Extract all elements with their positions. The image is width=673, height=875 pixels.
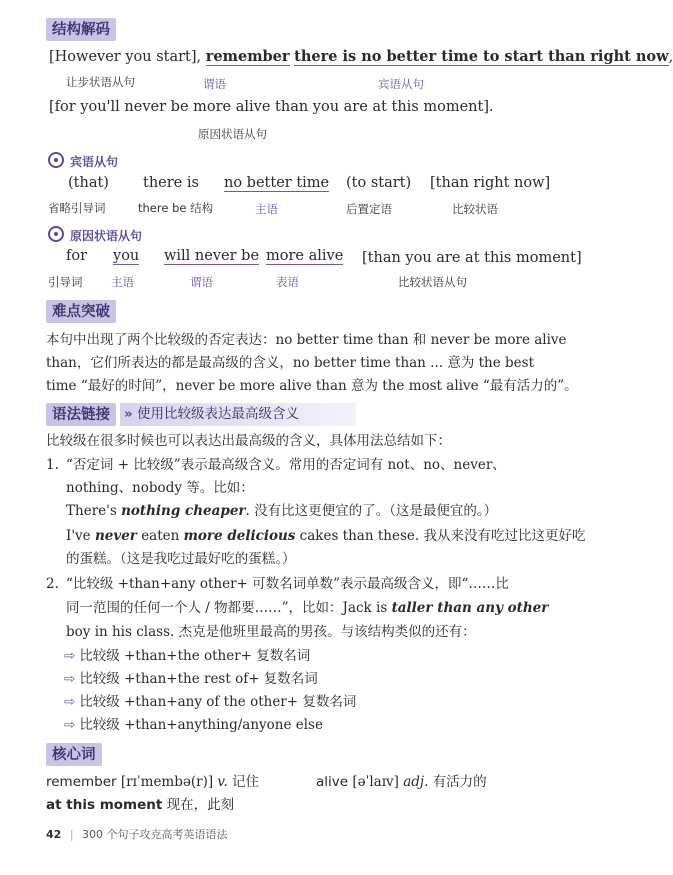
item2-line2-em: taller than any other (391, 600, 549, 616)
variant-4 (64, 714, 323, 737)
oc-label-4: 后置定语 (346, 202, 392, 216)
reason-clause-title: 原因状语从句 (70, 229, 143, 243)
variant-text: 比较级 +than+the other+ 复数名词 (79, 648, 311, 664)
variant-1 (64, 645, 310, 668)
vocab-entry-remember (46, 771, 259, 794)
variant-3 (64, 691, 356, 714)
vocab-word: at this moment (46, 797, 163, 813)
difficulty-line-1: 本句中出现了两个比较级的否定表达：no better time than 和 never be more alive (46, 332, 567, 348)
item2-line2-pre: 同一范围的任何一个人 / 物都要……”，比如：Jack is (66, 600, 392, 616)
vocab-ipa: [əˈlaɪv] (352, 774, 399, 790)
ex2-mid: eaten (136, 528, 184, 544)
variant-2 (64, 668, 318, 691)
ex2-em2: more delicious (183, 528, 296, 544)
oc-word-2: there is (143, 175, 199, 191)
ex2-pre: I've (66, 528, 95, 544)
rc-word-3: will never be (164, 248, 260, 264)
rc-word-2: you (113, 248, 140, 264)
section-title-grammar: 语法链接 (46, 403, 116, 426)
ex1-pre: There's (66, 503, 122, 519)
item1-example2 (66, 525, 585, 548)
subheading-reason-clause (48, 226, 142, 244)
item1-line1: “否定词 + 比较级”表示最高级含义。常用的否定词有 not、no、never、 (66, 457, 506, 473)
arrow-right-icon: ⇨ (64, 648, 76, 664)
comma: , (668, 49, 673, 65)
vocab-word: remember (46, 774, 117, 790)
ex1-post: . 没有比这更便宜的了。（这是最便宜的。） (245, 503, 498, 519)
vocab-pos: adj. (403, 774, 429, 790)
rc-label-5: 比较状语从句 (398, 275, 467, 289)
grammar-subtitle: 使用比较级表达最高级含义 (137, 406, 300, 422)
oc-word-5: [than right now] (430, 175, 551, 191)
object-clause-title: 宾语从句 (70, 155, 119, 169)
rc-word-1: for (66, 248, 88, 264)
item2-line1: “比较级 +than+any other+ 可数名词单数”表示最高级含义，即“……比 (66, 576, 509, 592)
target-icon (48, 152, 64, 168)
rc-word-4: more alive (266, 248, 344, 264)
arrow-right-icon: ⇨ (64, 694, 76, 710)
arrow-right-icon: ⇨ (64, 717, 76, 733)
oc-word-3: no better time (224, 175, 330, 191)
item1-example2-line2: 的蛋糕。（这是我吃过最好吃的蛋糕。） (66, 551, 296, 567)
difficulty-line-2: than，它们所表达的都是最高级的含义，no better time than ... 意为 the best (46, 355, 535, 371)
vocab-meaning: 现在，此刻 (166, 797, 235, 813)
page-number: 42 (46, 828, 62, 841)
main-sentence-line1 (49, 48, 673, 65)
rc-label-4: 表语 (276, 275, 299, 289)
vocab-meaning: 有活力的 (432, 774, 487, 790)
section-title-structure: 结构解码 (46, 18, 116, 41)
rc-label-2: 主语 (111, 275, 134, 289)
vocab-entry-alive (316, 771, 487, 794)
label-reason-clause: 原因状语从句 (198, 127, 267, 141)
oc-word-1: (that) (68, 175, 109, 191)
oc-word-4: (to start) (346, 175, 412, 191)
arrow-right-icon: ⇨ (64, 671, 76, 687)
ex1-em: nothing cheaper (121, 503, 246, 519)
ex2-post: cakes than these. 我从来没有吃过比这更好吃 (295, 528, 586, 544)
oc-label-2: there be 结构 (138, 201, 214, 215)
section-title-difficulty: 难点突破 (46, 300, 116, 323)
concession-clause: [However you start], (49, 49, 202, 65)
oc-label-1: 省略引导词 (48, 201, 106, 215)
subheading-object-clause (48, 152, 118, 170)
double-chevron-icon: » (124, 406, 133, 422)
grammar-intro: 比较级在很多时候也可以表达出最高级的含义，具体用法总结如下： (46, 433, 451, 449)
item1-example1 (66, 500, 497, 523)
grammar-subtitle-bar (120, 403, 356, 426)
vocab-ipa: [rɪˈmembə(r)] (120, 774, 214, 790)
vocab-entry-at-this-moment (46, 794, 234, 817)
target-icon (48, 226, 64, 242)
predicate-remember: remember (205, 48, 290, 65)
item2-number: 2. (46, 576, 59, 592)
vocab-pos: v. (217, 774, 228, 790)
item1-number: 1. (46, 457, 59, 473)
variant-text: 比较级 +than+anything/anyone else (79, 717, 323, 733)
label-predicate: 谓语 (203, 77, 226, 91)
item1-line2: nothing、nobody 等。比如： (66, 480, 254, 496)
vocab-word: alive (316, 774, 349, 790)
item2-line3: boy in his class. 杰克是他班里最高的男孩。与该结构类似的还有： (66, 624, 476, 640)
vocab-meaning: 记住 (232, 774, 260, 790)
rc-word-5: [than you are at this moment] (362, 250, 582, 266)
rc-label-1: 引导词 (48, 275, 83, 289)
rc-label-3: 谓语 (190, 275, 213, 289)
item2-line2 (66, 597, 548, 620)
label-object-clause: 宾语从句 (378, 77, 424, 91)
main-sentence-line2: [for you'll never be more alive than you are at this moment]. (49, 99, 494, 115)
oc-label-3: 主语 (255, 202, 278, 216)
variant-text: 比较级 +than+any of the other+ 复数名词 (79, 694, 357, 710)
difficulty-line-3: time “最好的时间”，never be more alive than 意为 the most alive “最有活力的”。 (46, 378, 578, 394)
page-footer (46, 826, 228, 842)
book-title: 300 个句子攻克高考英语语法 (82, 828, 228, 841)
ex2-em1: never (94, 528, 137, 544)
section-title-vocab: 核心词 (46, 743, 102, 766)
label-concession: 让步状语从句 (66, 75, 135, 89)
variant-text: 比较级 +than+the rest of+ 复数名词 (79, 671, 318, 687)
oc-label-5: 比较状语 (452, 202, 498, 216)
object-clause-text: there is no better time to start than right now (294, 48, 669, 65)
footer-divider: | (69, 828, 74, 841)
